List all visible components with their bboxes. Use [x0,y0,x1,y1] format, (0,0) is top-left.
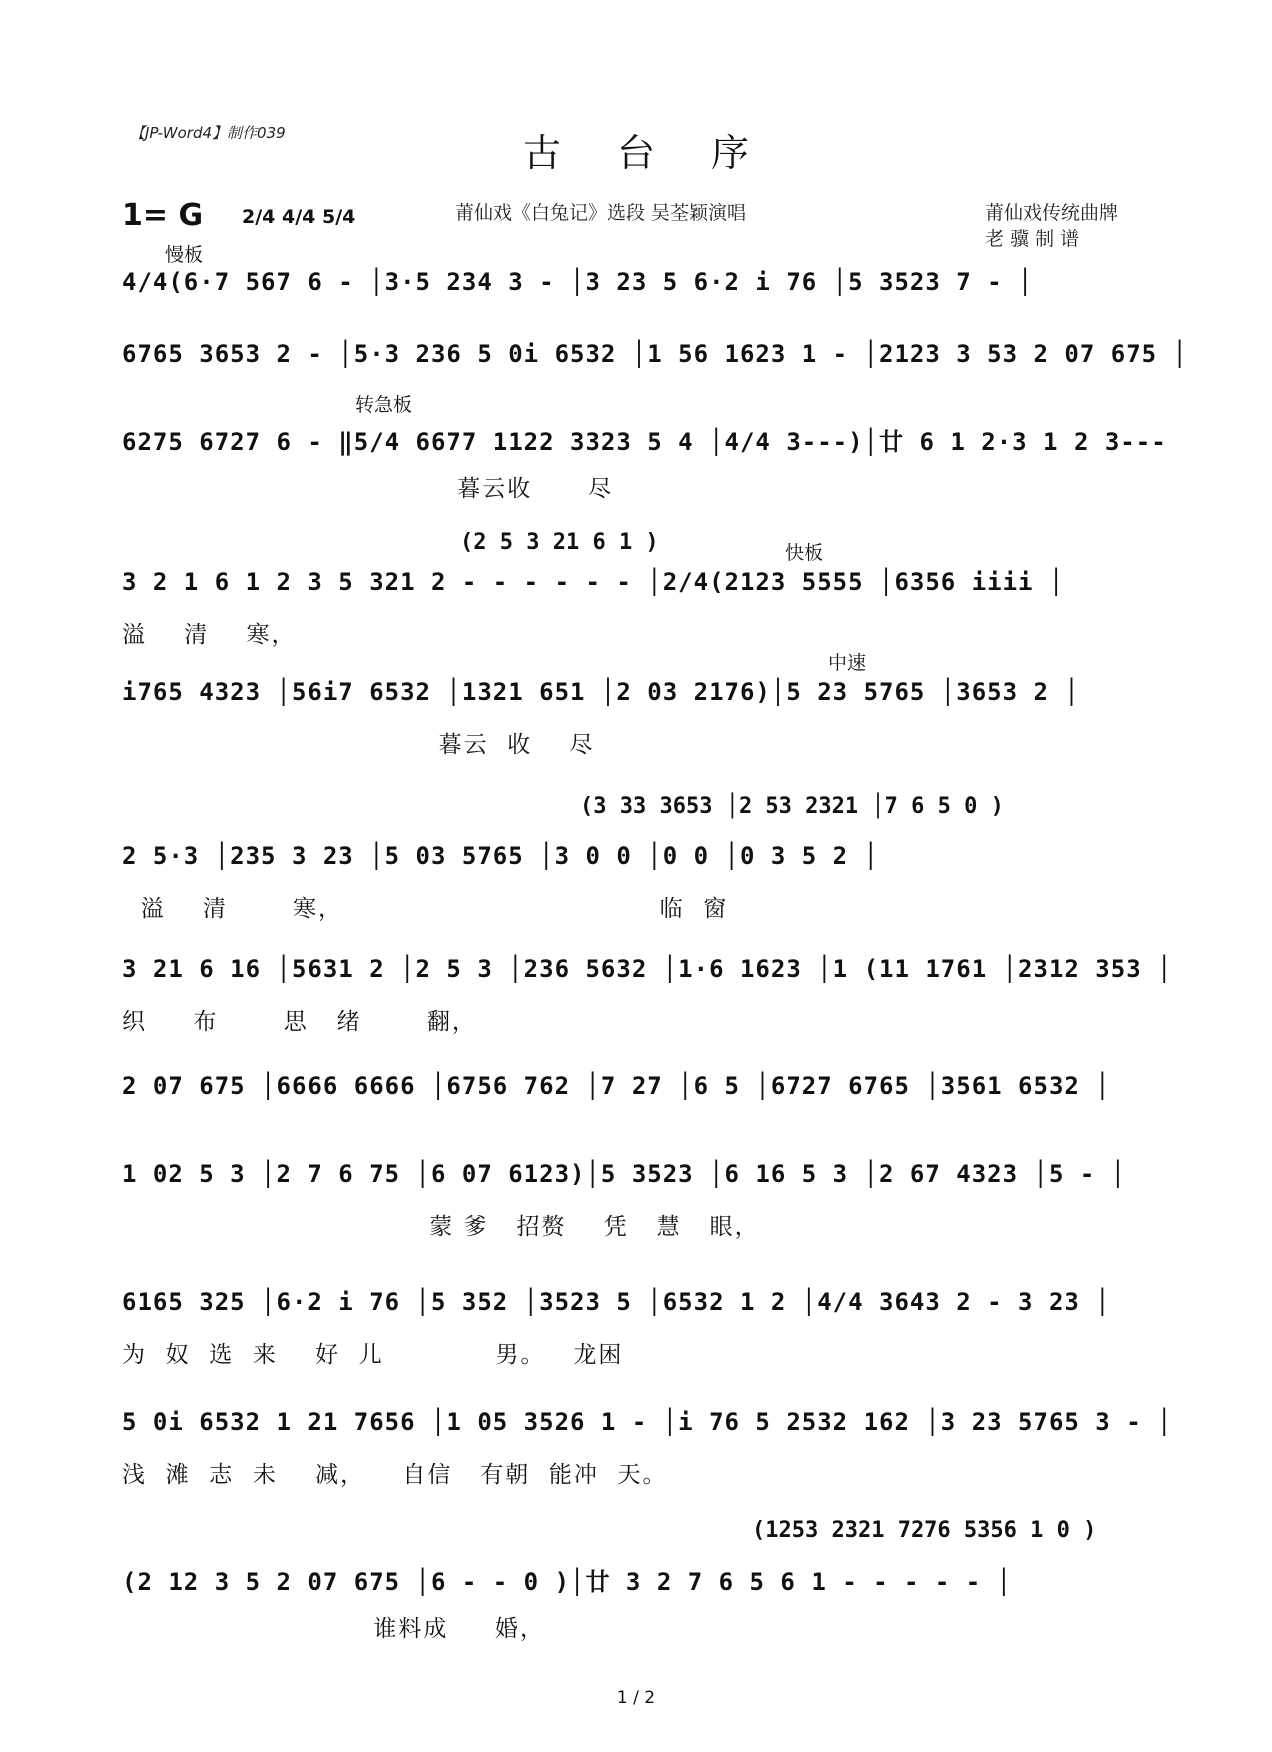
notation-line: 1 02 5 3 │2 7 6 75 │6 07 6123)│5 3523 │6 16 5 3 │2 67 4323 │5 - │ [122,1160,1127,1188]
notation-line: 4/4(6·7 567 6 - │3·5 234 3 - │3 23 5 6·2 i 76 │5 3523 7 - │ [122,268,1034,296]
tempo-marking-slow: 慢板 [165,244,204,266]
score-title: 古台序 [522,131,805,175]
staff-row-12 [122,1562,1152,1652]
notation-line: 2 5·3 │235 3 23 │5 03 5765 │3 0 0 │0 0 │0 3 5 2 │ [122,842,880,870]
credit-line: 【JP-Word4】制作039 [130,124,286,142]
key-signature: 1= G [122,198,204,233]
lyrics-line: 蒙 爹 招赘 凭 慧 眼， [122,1214,760,1240]
lyrics-line: 为 奴 选 来 好 儿 男。 龙困 [122,1342,624,1368]
notation-line: i765 4323 │56i7 6532 │1321 651 │2 03 2176)│5 23 5765 │3653 2 │ [122,678,1080,706]
time-signatures: 2/4 4/4 5/4 [242,206,356,228]
staff-row-9 [122,1160,1152,1250]
lyrics-line: 溢 清 寒， [122,622,297,648]
lyrics-line: 谁料成 婚， [122,1616,545,1642]
lyrics-line: 暮云 收 尽 [122,732,595,758]
page-number: 1 / 2 [616,1688,656,1708]
tempo-marking-fast-transition: 转急板 [355,394,413,416]
tempo-marking-fast: 快板 [785,542,824,564]
staff-row-4 [122,568,1152,658]
notation-line: 5 0i 6532 1 21 7656 │1 05 3526 1 - │i 76 5 2532 162 │3 23 5765 3 - │ [122,1408,1173,1436]
staff-row-11 [122,1408,1173,1498]
lyrics-line: 浅 滩 志 未 减， 自信 有朝 能冲 天。 [122,1462,668,1488]
notation-line: 2 07 675 │6666 6666 │6756 762 │7 27 │6 5 │6727 6765 │3561 6532 │ [122,1072,1111,1100]
notation-line: (2 12 3 5 2 07 675 │6 - - 0 )│廿 3 2 7 6 5 6 1 - - - - - │ [122,1568,1013,1596]
staff-row-3 [122,422,1167,512]
subtitle: 莆仙戏《白兔记》选段 吴荃颖演唱 [455,202,747,224]
notation-line: 6275 6727 6 - ‖5/4 6677 1122 3323 5 4 │4/4 3---)│廿 6 1 2·3 1 2 3--- [122,428,1167,456]
source-label: 莆仙戏传统曲牌 [985,202,1119,224]
staff-row-10 [122,1288,1152,1378]
notation-line: 3 2 1 6 1 2 3 5 321 2 - - - - - - │2/4(2123 5555 │6356 iiii │ [122,568,1065,596]
interlude-2: (3 33 3653 │2 53 2321 │7 6 5 0 ) [580,794,1004,819]
lyrics-line: 暮云收 尽 [122,476,614,502]
staff-row-6 [122,842,1152,932]
interlude-1: (2 5 3 21 6 1 ) [460,530,659,555]
tempo-marking-moderate: 中速 [828,652,867,674]
staff-row-8 [122,1072,1152,1122]
lyrics-line: 织 布 思 绪 翻， [122,1009,477,1035]
lyrics-line: 溢 清 寒， 临 窗 [122,896,729,922]
notation-line: 6765 3653 2 - │5·3 236 5 0i 6532 │1 56 1623 1 - │2123 3 53 2 07 675 │ [122,340,1188,368]
interlude-3: (1253 2321 7276 5356 1 0 ) [752,1518,1097,1543]
staff-row-1 [122,268,1152,318]
staff-row-7 [122,955,1173,1045]
arranger-label: 老 骥 制 谱 [985,228,1080,250]
staff-row-5 [122,678,1152,768]
staff-row-2 [122,340,1188,390]
notation-line: 3 21 6 16 │5631 2 │2 5 3 │236 5632 │1·6 1623 │1 (11 1761 │2312 353 │ [122,955,1173,983]
notation-line: 6165 325 │6·2 i 76 │5 352 │3523 5 │6532 1 2 │4/4 3643 2 - 3 23 │ [122,1288,1111,1316]
